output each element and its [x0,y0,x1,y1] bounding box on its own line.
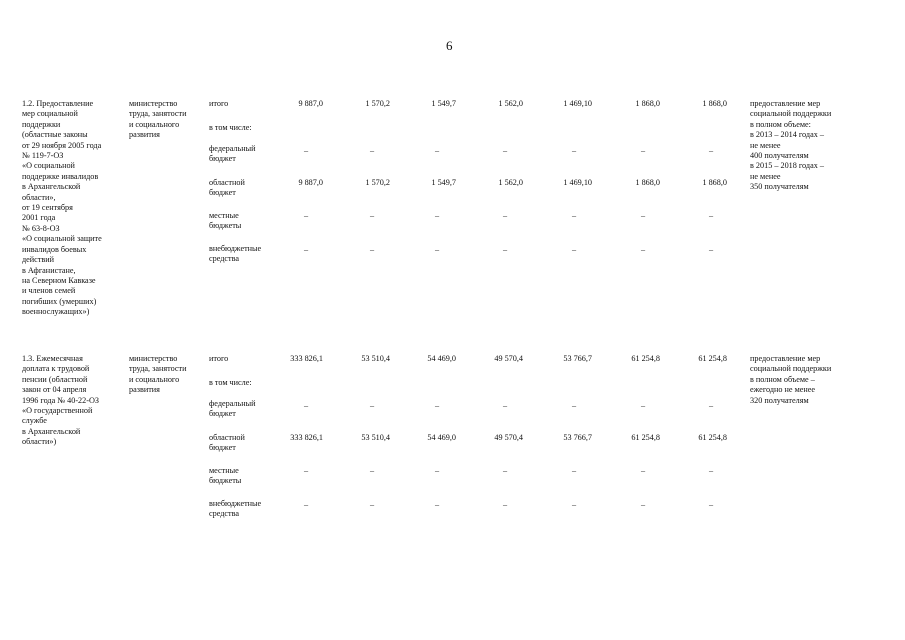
value-dash: – [434,466,440,475]
value-cell: 333 826,1 [290,354,323,363]
value-cell: 54 469,0 [427,354,456,363]
value-dash: – [640,500,646,509]
funding-row-label: в том числе: [209,378,252,387]
value-dash: – [369,146,375,155]
value-dash: – [369,401,375,410]
value-cell: 1 562,0 [498,178,523,187]
value-cell: 1 469,10 [563,178,592,187]
value-dash: – [640,146,646,155]
value-cell: 1 868,0 [635,99,660,108]
value-dash: – [303,401,309,410]
value-cell: 53 766,7 [563,433,592,442]
value-cell: 61 254,8 [698,354,727,363]
value-dash: – [708,211,714,220]
result-text: предоставление мер социальной поддержки в полном объеме – ежегодно не менее 320 получателям [750,354,832,405]
value-cell: 54 469,0 [427,433,456,442]
value-dash: – [708,466,714,475]
value-dash: – [571,401,577,410]
value-dash: – [369,245,375,254]
value-cell: 61 254,8 [698,433,727,442]
executor: министерство труда, занятости и социального развития [129,354,187,395]
value-cell: 1 868,0 [702,99,727,108]
funding-row-label: итого [209,99,229,108]
value-dash: – [434,211,440,220]
value-cell: 1 562,0 [498,99,523,108]
value-cell: 9 887,0 [298,178,323,187]
value-dash: – [571,245,577,254]
funding-row-label: внебюджетные средства [209,499,262,519]
value-dash: – [640,245,646,254]
value-dash: – [571,211,577,220]
value-cell: 1 868,0 [702,178,727,187]
value-cell: 61 254,8 [631,433,660,442]
value-dash: – [369,466,375,475]
value-cell: 61 254,8 [631,354,660,363]
value-dash: – [502,401,508,410]
value-dash: – [434,245,440,254]
value-dash: – [502,500,508,509]
value-cell: 1 549,7 [431,99,456,108]
value-cell: 53 510,4 [361,433,390,442]
value-dash: – [640,401,646,410]
funding-row-label: областной бюджет [209,178,245,198]
value-dash: – [640,211,646,220]
value-dash: – [502,466,508,475]
funding-row-label: местные бюджеты [209,466,242,486]
value-cell: 1 570,2 [365,99,390,108]
value-cell: 49 570,4 [494,433,523,442]
value-cell: 333 826,1 [290,433,323,442]
value-dash: – [708,500,714,509]
value-cell: 53 510,4 [361,354,390,363]
value-dash: – [571,466,577,475]
result-text: предоставление мер социальной поддержки в полном объеме: в 2013 – 2014 годах – не менее 400 получателям в 2015 – 2018 годах – не менее 350 получателям [750,99,832,192]
value-cell: 49 570,4 [494,354,523,363]
funding-row-label: в том числе: [209,123,252,132]
value-cell: 1 469,10 [563,99,592,108]
value-dash: – [708,401,714,410]
page-number: 6 [446,38,453,53]
funding-row-label: внебюджетные средства [209,244,262,264]
value-dash: – [303,211,309,220]
value-dash: – [434,401,440,410]
value-dash: – [303,245,309,254]
value-dash: – [303,146,309,155]
measure-name: 1.2. Предоставление мер социальной поддержки (областные законы от 29 ноября 2005 года № 119-7-ОЗ «О социальной поддержке инвалидов в Архангельской области», от 19 сентября 2001 года № 63-8-ОЗ «О социальной защите инвалидов боевых действий в Афганистане, на Северном Кавказе и членов семей погибших (умерших) военнослужащих») [22,99,102,317]
value-dash: – [434,500,440,509]
value-dash: – [502,245,508,254]
value-dash: – [502,146,508,155]
funding-row-label: федеральный бюджет [209,144,256,164]
value-dash: – [303,466,309,475]
funding-row-label: итого [209,354,229,363]
value-cell: 1 549,7 [431,178,456,187]
measure-name: 1.3. Ежемесячная доплата к трудовой пенсии (областной закон от 04 апреля 1996 года № 40-22-ОЗ «О государственной службе в Архангельской области») [22,354,99,447]
funding-row-label: областной бюджет [209,433,245,453]
value-dash: – [571,146,577,155]
value-cell: 1 868,0 [635,178,660,187]
executor: министерство труда, занятости и социального развития [129,99,187,140]
value-cell: 9 887,0 [298,99,323,108]
value-cell: 53 766,7 [563,354,592,363]
value-dash: – [571,500,577,509]
funding-row-label: федеральный бюджет [209,399,256,419]
value-dash: – [303,500,309,509]
value-cell: 1 570,2 [365,178,390,187]
value-dash: – [708,146,714,155]
value-dash: – [640,466,646,475]
value-dash: – [502,211,508,220]
funding-row-label: местные бюджеты [209,211,242,231]
value-dash: – [434,146,440,155]
value-dash: – [369,500,375,509]
value-dash: – [369,211,375,220]
value-dash: – [708,245,714,254]
